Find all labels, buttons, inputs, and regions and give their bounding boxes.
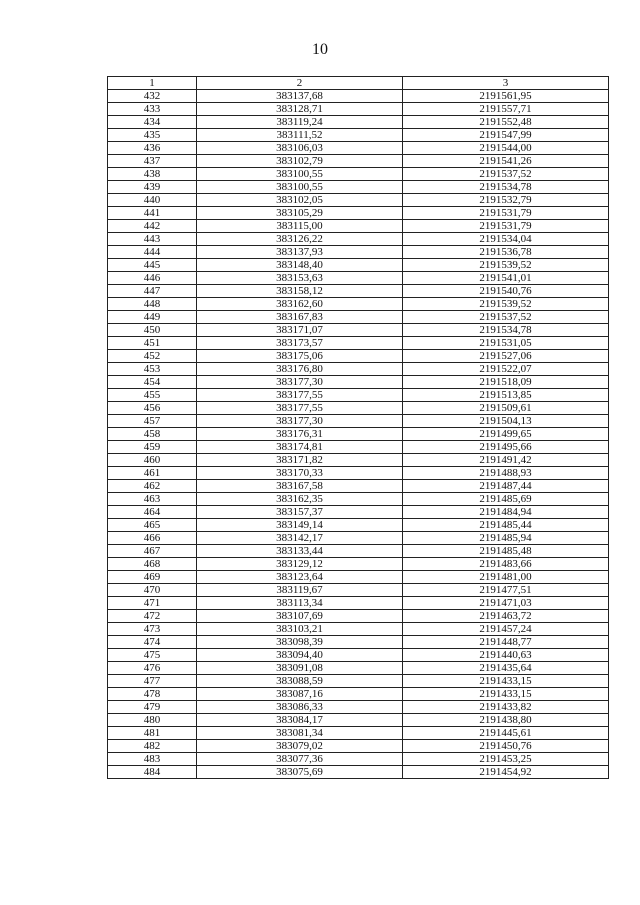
- cell-y-coordinate: 2191438,80: [403, 714, 609, 727]
- table-row: [108, 129, 609, 142]
- cell-y-coordinate: 2191484,94: [403, 506, 609, 519]
- cell-x-coordinate: 383119,24: [197, 116, 403, 129]
- cell-x-coordinate: 383126,22: [197, 233, 403, 246]
- table-row: [108, 363, 609, 376]
- cell-y-coordinate: 2191561,95: [403, 90, 609, 103]
- cell-point-number: 455: [108, 389, 197, 402]
- cell-y-coordinate: 2191534,78: [403, 181, 609, 194]
- table-row: [108, 428, 609, 441]
- table-row: [108, 714, 609, 727]
- column-header-x: 2: [197, 77, 403, 90]
- cell-y-coordinate: 2191552,48: [403, 116, 609, 129]
- cell-point-number: 442: [108, 220, 197, 233]
- cell-point-number: 481: [108, 727, 197, 740]
- cell-x-coordinate: 383133,44: [197, 545, 403, 558]
- cell-x-coordinate: 383105,29: [197, 207, 403, 220]
- cell-point-number: 457: [108, 415, 197, 428]
- cell-y-coordinate: 2191463,72: [403, 610, 609, 623]
- table-row: [108, 116, 609, 129]
- cell-x-coordinate: 383167,58: [197, 480, 403, 493]
- cell-y-coordinate: 2191539,52: [403, 298, 609, 311]
- table-row: [108, 142, 609, 155]
- cell-point-number: 466: [108, 532, 197, 545]
- cell-point-number: 484: [108, 766, 197, 779]
- table-row: [108, 532, 609, 545]
- cell-x-coordinate: 383142,17: [197, 532, 403, 545]
- cell-y-coordinate: 2191544,00: [403, 142, 609, 155]
- table-row: [108, 649, 609, 662]
- table-row: [108, 415, 609, 428]
- cell-y-coordinate: 2191541,26: [403, 155, 609, 168]
- table-row: [108, 233, 609, 246]
- cell-x-coordinate: 383091,08: [197, 662, 403, 675]
- table-row: [108, 454, 609, 467]
- page-number: 10: [312, 41, 328, 58]
- cell-y-coordinate: 2191450,76: [403, 740, 609, 753]
- cell-point-number: 461: [108, 467, 197, 480]
- cell-x-coordinate: 383137,68: [197, 90, 403, 103]
- table-row: [108, 285, 609, 298]
- cell-point-number: 449: [108, 311, 197, 324]
- cell-point-number: 462: [108, 480, 197, 493]
- cell-x-coordinate: 383081,34: [197, 727, 403, 740]
- cell-x-coordinate: 383167,83: [197, 311, 403, 324]
- cell-x-coordinate: 383103,21: [197, 623, 403, 636]
- cell-y-coordinate: 2191481,00: [403, 571, 609, 584]
- table-row: [108, 246, 609, 259]
- cell-y-coordinate: 2191483,66: [403, 558, 609, 571]
- cell-x-coordinate: 383100,55: [197, 181, 403, 194]
- cell-y-coordinate: 2191499,65: [403, 428, 609, 441]
- cell-x-coordinate: 383177,30: [197, 415, 403, 428]
- table-row: [108, 324, 609, 337]
- cell-point-number: 436: [108, 142, 197, 155]
- cell-point-number: 482: [108, 740, 197, 753]
- cell-y-coordinate: 2191453,25: [403, 753, 609, 766]
- table-row: [108, 467, 609, 480]
- cell-y-coordinate: 2191532,79: [403, 194, 609, 207]
- cell-x-coordinate: 383176,31: [197, 428, 403, 441]
- cell-y-coordinate: 2191485,69: [403, 493, 609, 506]
- cell-y-coordinate: 2191457,24: [403, 623, 609, 636]
- table-row: [108, 155, 609, 168]
- cell-point-number: 435: [108, 129, 197, 142]
- cell-y-coordinate: 2191491,42: [403, 454, 609, 467]
- cell-point-number: 454: [108, 376, 197, 389]
- table-row: [108, 766, 609, 779]
- table-row: [108, 90, 609, 103]
- cell-point-number: 434: [108, 116, 197, 129]
- table-row: [108, 493, 609, 506]
- table-row: [108, 480, 609, 493]
- table-body: [108, 90, 609, 779]
- table-row: [108, 402, 609, 415]
- table-row: [108, 350, 609, 363]
- cell-point-number: 456: [108, 402, 197, 415]
- cell-y-coordinate: 2191522,07: [403, 363, 609, 376]
- cell-x-coordinate: 383177,55: [197, 402, 403, 415]
- cell-point-number: 473: [108, 623, 197, 636]
- cell-x-coordinate: 383162,35: [197, 493, 403, 506]
- cell-point-number: 446: [108, 272, 197, 285]
- cell-point-number: 453: [108, 363, 197, 376]
- cell-x-coordinate: 383157,37: [197, 506, 403, 519]
- cell-x-coordinate: 383086,33: [197, 701, 403, 714]
- cell-x-coordinate: 383102,05: [197, 194, 403, 207]
- cell-point-number: 437: [108, 155, 197, 168]
- table-row: [108, 597, 609, 610]
- cell-y-coordinate: 2191531,79: [403, 220, 609, 233]
- cell-x-coordinate: 383079,02: [197, 740, 403, 753]
- table-row: [108, 727, 609, 740]
- cell-x-coordinate: 383087,16: [197, 688, 403, 701]
- cell-point-number: 460: [108, 454, 197, 467]
- cell-x-coordinate: 383119,67: [197, 584, 403, 597]
- cell-x-coordinate: 383162,60: [197, 298, 403, 311]
- cell-point-number: 444: [108, 246, 197, 259]
- table-row: [108, 181, 609, 194]
- cell-point-number: 474: [108, 636, 197, 649]
- table-row: [108, 558, 609, 571]
- table-header: [108, 77, 609, 90]
- cell-y-coordinate: 2191537,52: [403, 311, 609, 324]
- cell-point-number: 468: [108, 558, 197, 571]
- cell-y-coordinate: 2191518,09: [403, 376, 609, 389]
- cell-point-number: 452: [108, 350, 197, 363]
- cell-point-number: 445: [108, 259, 197, 272]
- cell-x-coordinate: 383128,71: [197, 103, 403, 116]
- cell-point-number: 475: [108, 649, 197, 662]
- cell-x-coordinate: 383115,00: [197, 220, 403, 233]
- table-row: [108, 168, 609, 181]
- cell-x-coordinate: 383111,52: [197, 129, 403, 142]
- cell-x-coordinate: 383102,79: [197, 155, 403, 168]
- cell-x-coordinate: 383129,12: [197, 558, 403, 571]
- cell-x-coordinate: 383176,80: [197, 363, 403, 376]
- table-row: [108, 610, 609, 623]
- cell-y-coordinate: 2191547,99: [403, 129, 609, 142]
- cell-point-number: 464: [108, 506, 197, 519]
- cell-x-coordinate: 383107,69: [197, 610, 403, 623]
- cell-x-coordinate: 383106,03: [197, 142, 403, 155]
- cell-y-coordinate: 2191485,48: [403, 545, 609, 558]
- cell-y-coordinate: 2191495,66: [403, 441, 609, 454]
- cell-x-coordinate: 383148,40: [197, 259, 403, 272]
- cell-y-coordinate: 2191485,94: [403, 532, 609, 545]
- table-row: [108, 298, 609, 311]
- cell-x-coordinate: 383113,34: [197, 597, 403, 610]
- table-row: [108, 740, 609, 753]
- table-row: [108, 220, 609, 233]
- table-row: [108, 701, 609, 714]
- cell-point-number: 480: [108, 714, 197, 727]
- table-row: [108, 389, 609, 402]
- cell-x-coordinate: 383075,69: [197, 766, 403, 779]
- table-row: [108, 662, 609, 675]
- cell-y-coordinate: 2191488,93: [403, 467, 609, 480]
- cell-point-number: 477: [108, 675, 197, 688]
- table-row: [108, 519, 609, 532]
- cell-x-coordinate: 383170,33: [197, 467, 403, 480]
- cell-x-coordinate: 383153,63: [197, 272, 403, 285]
- cell-point-number: 450: [108, 324, 197, 337]
- cell-point-number: 465: [108, 519, 197, 532]
- cell-y-coordinate: 2191536,78: [403, 246, 609, 259]
- cell-y-coordinate: 2191433,15: [403, 688, 609, 701]
- cell-point-number: 438: [108, 168, 197, 181]
- cell-y-coordinate: 2191527,06: [403, 350, 609, 363]
- cell-point-number: 441: [108, 207, 197, 220]
- cell-point-number: 463: [108, 493, 197, 506]
- table-row: [108, 207, 609, 220]
- cell-point-number: 451: [108, 337, 197, 350]
- cell-point-number: 443: [108, 233, 197, 246]
- column-header-y: 3: [403, 77, 609, 90]
- table-row: [108, 376, 609, 389]
- cell-point-number: 478: [108, 688, 197, 701]
- table-row: [108, 584, 609, 597]
- cell-point-number: 458: [108, 428, 197, 441]
- cell-point-number: 447: [108, 285, 197, 298]
- cell-y-coordinate: 2191557,71: [403, 103, 609, 116]
- cell-point-number: 439: [108, 181, 197, 194]
- table-row: [108, 311, 609, 324]
- cell-point-number: 448: [108, 298, 197, 311]
- cell-x-coordinate: 383149,14: [197, 519, 403, 532]
- cell-y-coordinate: 2191454,92: [403, 766, 609, 779]
- cell-y-coordinate: 2191487,44: [403, 480, 609, 493]
- cell-point-number: 459: [108, 441, 197, 454]
- cell-y-coordinate: 2191509,61: [403, 402, 609, 415]
- cell-y-coordinate: 2191477,51: [403, 584, 609, 597]
- header-row: [108, 77, 609, 90]
- cell-y-coordinate: 2191445,61: [403, 727, 609, 740]
- table-row: [108, 688, 609, 701]
- cell-point-number: 483: [108, 753, 197, 766]
- cell-y-coordinate: 2191513,85: [403, 389, 609, 402]
- cell-point-number: 476: [108, 662, 197, 675]
- table-row: [108, 272, 609, 285]
- cell-x-coordinate: 383100,55: [197, 168, 403, 181]
- cell-y-coordinate: 2191537,52: [403, 168, 609, 181]
- table-row: [108, 103, 609, 116]
- table-row: [108, 545, 609, 558]
- cell-y-coordinate: 2191540,76: [403, 285, 609, 298]
- table-row: [108, 337, 609, 350]
- table-row: [108, 194, 609, 207]
- cell-x-coordinate: 383098,39: [197, 636, 403, 649]
- cell-y-coordinate: 2191534,78: [403, 324, 609, 337]
- cell-point-number: 433: [108, 103, 197, 116]
- cell-y-coordinate: 2191433,82: [403, 701, 609, 714]
- cell-point-number: 440: [108, 194, 197, 207]
- cell-x-coordinate: 383175,06: [197, 350, 403, 363]
- cell-point-number: 432: [108, 90, 197, 103]
- coordinates-table: [107, 76, 609, 779]
- column-header-number: 1: [108, 77, 197, 90]
- cell-y-coordinate: 2191504,13: [403, 415, 609, 428]
- cell-x-coordinate: 383094,40: [197, 649, 403, 662]
- cell-x-coordinate: 383177,30: [197, 376, 403, 389]
- cell-point-number: 469: [108, 571, 197, 584]
- cell-y-coordinate: 2191435,64: [403, 662, 609, 675]
- table-row: [108, 623, 609, 636]
- cell-y-coordinate: 2191433,15: [403, 675, 609, 688]
- cell-y-coordinate: 2191539,52: [403, 259, 609, 272]
- cell-x-coordinate: 383123,64: [197, 571, 403, 584]
- cell-x-coordinate: 383171,82: [197, 454, 403, 467]
- cell-point-number: 479: [108, 701, 197, 714]
- table-row: [108, 506, 609, 519]
- cell-point-number: 470: [108, 584, 197, 597]
- cell-x-coordinate: 383088,59: [197, 675, 403, 688]
- cell-point-number: 467: [108, 545, 197, 558]
- cell-x-coordinate: 383084,17: [197, 714, 403, 727]
- table-row: [108, 259, 609, 272]
- cell-x-coordinate: 383177,55: [197, 389, 403, 402]
- cell-x-coordinate: 383173,57: [197, 337, 403, 350]
- cell-y-coordinate: 2191541,01: [403, 272, 609, 285]
- cell-y-coordinate: 2191448,77: [403, 636, 609, 649]
- cell-point-number: 471: [108, 597, 197, 610]
- table-row: [108, 675, 609, 688]
- cell-point-number: 472: [108, 610, 197, 623]
- cell-x-coordinate: 383158,12: [197, 285, 403, 298]
- table-row: [108, 753, 609, 766]
- table-row: [108, 636, 609, 649]
- cell-x-coordinate: 383174,81: [197, 441, 403, 454]
- cell-y-coordinate: 2191485,44: [403, 519, 609, 532]
- cell-y-coordinate: 2191531,79: [403, 207, 609, 220]
- cell-y-coordinate: 2191471,03: [403, 597, 609, 610]
- cell-x-coordinate: 383137,93: [197, 246, 403, 259]
- cell-y-coordinate: 2191440,63: [403, 649, 609, 662]
- table-row: [108, 571, 609, 584]
- cell-y-coordinate: 2191531,05: [403, 337, 609, 350]
- cell-x-coordinate: 383171,07: [197, 324, 403, 337]
- cell-y-coordinate: 2191534,04: [403, 233, 609, 246]
- table-row: [108, 441, 609, 454]
- cell-x-coordinate: 383077,36: [197, 753, 403, 766]
